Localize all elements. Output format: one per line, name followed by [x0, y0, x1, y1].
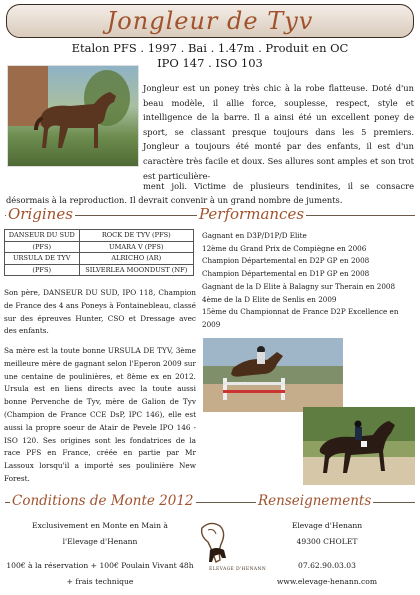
horse-silhouette-icon	[28, 90, 126, 154]
renseignements-block	[238, 518, 416, 590]
performances-title: Performances	[199, 205, 305, 223]
performance-item: 15ème du Championnat de France D2P Excellence en 2009	[202, 307, 399, 329]
pedigree-sire-breed: (PFS)	[5, 241, 80, 253]
performance-item: Gagnant en D3P/D1P/D Elite	[202, 231, 307, 240]
title-banner	[6, 4, 414, 38]
pedigree-dam-breed: (PFS)	[5, 264, 80, 276]
contact-name: Elevage d'Henann	[291, 521, 363, 530]
conditions-line: Exclusivement en Monte en Main à	[32, 521, 168, 530]
performance-item: 4ème de la D Elite de Senlis en 2009	[202, 294, 337, 304]
conditions-block	[6, 518, 194, 590]
intro-text: Jongleur est un poney très chic à la robe flatteuse. Doté d'un beau modèle, il allie force, souplesse, respect, style et intelligence de la barre. Il a ainsi été un excellent poney de sport, se classant presque toujours dans les 5 premiers. Jongleur a toujours été monté par des enfants, il est d'un caractère très facile et doux. Ses allures sont amples et son trot est particulière-	[143, 83, 414, 181]
pedigree-sire: DANSEUR DU SUD	[5, 230, 80, 242]
logo-text: ÉLEVAGE D'HENANN	[209, 567, 267, 572]
pedigree-grandparent: SILVERLEA MOONDUST (NF)	[79, 264, 193, 276]
conditions-title: Conditions de Monte 2012	[12, 493, 194, 509]
pedigree-grandparent: UMARA V (PFS)	[79, 241, 193, 253]
intro-text-continued: ment joli. Victime de plusieurs tendinites, il se consacre désormais à la reproduction. Il devrait convenir à un grand nombre de juments.	[6, 181, 414, 205]
conditions-line: l'Elevage d'Henann	[62, 537, 138, 546]
contact-address: 49300 CHOLET	[296, 537, 358, 546]
stallion-details: Etalon PFS . 1997 . Bai . 1.47m . Produit en OC	[71, 41, 349, 55]
performance-item: Champion Départemental en D2P GP en 2008	[202, 256, 370, 266]
sire-description: Son père, DANSEUR DU SUD, IPO 118, Champion de France des 4 ans Poneys à Fontainebleau, classé sur des épreuves Hunter, CSO et Dressage avec des enfants.	[4, 288, 196, 336]
page-title: Jongleur de Tyv	[106, 7, 314, 35]
pedigree-dam: URSULA DE TYV	[5, 253, 80, 265]
dam-description: Sa mère est la toute bonne URSULA DE TYV, 3ème meilleure mère de gagnant selon l'Eperon 2009 sur une centaine de poulinières, et 8ème ex en 2012. Ursula est en liens directs avec la toute aussi bonne Pervenche de Tyv, mère de Galion de Tyv (Champion de France CCE DsP, IPC 146), elle est aussi la propre soeur de Atair de Pevele IPO 146 - ISO 120. Ses origines sont les fondatrices de la race PFS en France, créée en partie par Mr Lassoux lorsqu'il a importé ses poulinière New Forest.	[4, 346, 196, 483]
origines-title: Origines	[8, 205, 73, 223]
performance-item: 12ème du Grand Prix de Compiègne en 2006	[202, 243, 367, 253]
performance-item: Champion Départemental en D1P GP en 2008	[202, 269, 370, 279]
pedigree-grandparent: ALRICHO (AR)	[79, 253, 193, 265]
contact-website[interactable]: www.elevage-henann.com	[276, 577, 378, 586]
pedigree-table	[4, 229, 194, 276]
jumping-photo	[203, 338, 343, 412]
performances-list	[202, 230, 416, 332]
stallion-photo	[7, 65, 139, 167]
renseignements-title: Renseignements	[258, 493, 372, 509]
dressage-photo	[303, 407, 415, 485]
stallion-indexes: IPO 147 . ISO 103	[157, 56, 263, 70]
performance-item: Gagnant de la D Elite à Balagny sur Therain en 2008	[202, 281, 396, 291]
conditions-line: + frais technique	[66, 577, 134, 586]
pedigree-grandparent: ROCK DE TYV (PFS)	[79, 230, 193, 242]
contact-phone: 07.62.90.03.03	[298, 561, 356, 570]
conditions-line: 100€ à la réservation + 100€ Poulain Vivant 48h	[6, 561, 194, 570]
